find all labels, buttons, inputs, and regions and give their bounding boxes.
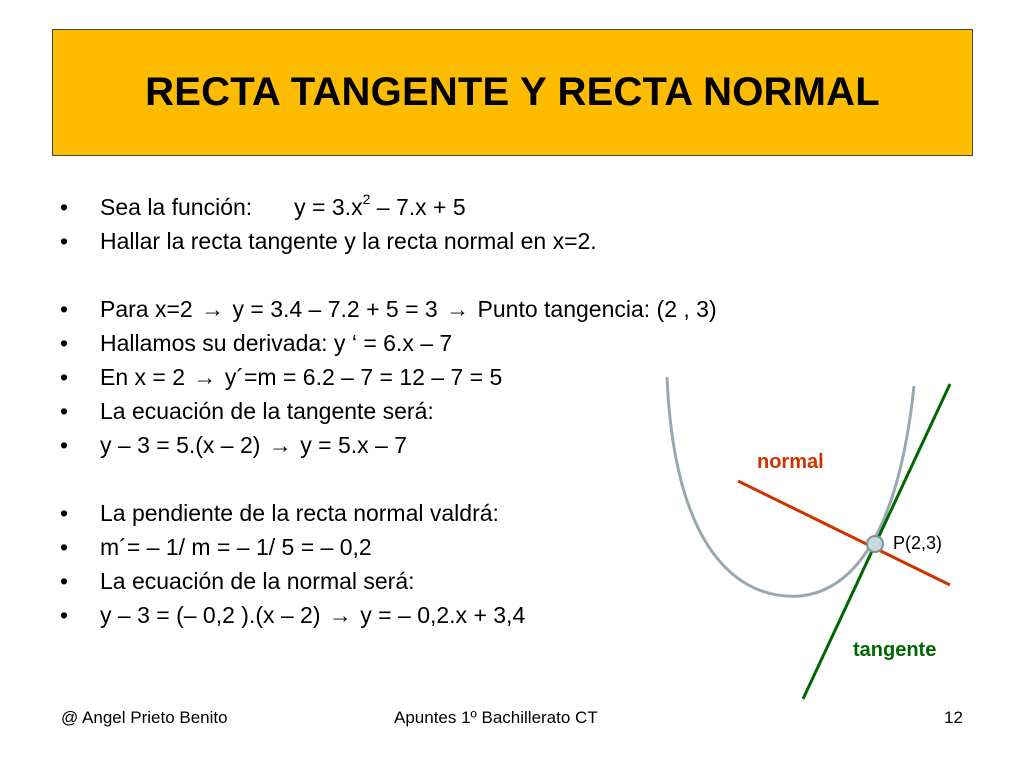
- footer-course: Apuntes 1º Bachillerato CT: [394, 708, 598, 727]
- equation-part: y = 3.x: [294, 194, 363, 220]
- point-label: P(2,3): [893, 533, 943, 553]
- list-item-text: m´= – 1/ m = – 1/ 5 = – 0,2: [100, 534, 372, 560]
- footer-page-number: 12: [944, 708, 963, 727]
- bullet-marker: •: [60, 602, 69, 628]
- list-item-text: y = 5.x – 7: [300, 432, 407, 458]
- tangency-point: [867, 536, 883, 552]
- list-item-text: En x = 2: [100, 364, 186, 390]
- function-equation: [294, 191, 466, 220]
- list-item: [60, 224, 880, 258]
- bullet-marker: •: [60, 500, 69, 526]
- function-label: Sea la función:: [100, 194, 253, 220]
- arrow-icon: →: [328, 602, 352, 628]
- list-item-text: y´=m = 6.2 – 7 = 12 – 7 = 5: [224, 364, 503, 390]
- normal-label: normal: [757, 451, 824, 473]
- list-item-text: Hallar la recta tangente y la recta normal en x=2.: [100, 228, 597, 254]
- exponent: 2: [362, 191, 371, 208]
- list-item-text: y = – 0,2.x + 3,4: [360, 602, 526, 628]
- list-item-text: Punto tangencia: (2 , 3): [477, 296, 717, 322]
- list-item: [60, 190, 880, 224]
- slide-title: RECTA TANGENTE Y RECTA NORMAL: [145, 70, 880, 114]
- bullet-marker: •: [60, 296, 69, 322]
- arrow-icon: →: [201, 296, 225, 322]
- bullet-marker: •: [60, 568, 69, 594]
- bullet-marker: •: [60, 228, 69, 254]
- arrow-icon: →: [446, 296, 470, 322]
- bullet-marker: •: [60, 534, 69, 560]
- arrow-icon: →: [193, 364, 217, 390]
- list-item-text: La ecuación de la tangente será:: [100, 398, 434, 424]
- bullet-marker: •: [60, 364, 69, 390]
- list-item-text: Hallamos su derivada: y ‘ = 6.x – 7: [100, 330, 453, 356]
- list-item-text: y – 3 = (– 0,2 ).(x – 2): [100, 602, 321, 628]
- bullet-marker: •: [60, 398, 69, 424]
- list-item-text: Para x=2: [100, 296, 193, 322]
- equation-part: – 7.x + 5: [370, 194, 466, 220]
- bullet-marker: •: [60, 330, 69, 356]
- list-item-text: y – 3 = 5.(x – 2): [100, 432, 261, 458]
- bullet-marker: •: [60, 432, 69, 458]
- list-item-text: La ecuación de la normal será:: [100, 568, 415, 594]
- list-spacer: [60, 258, 880, 292]
- list-item-text: y = 3.4 – 7.2 + 5 = 3: [232, 296, 438, 322]
- list-item: [60, 326, 880, 360]
- tangent-normal-graph: [640, 365, 970, 705]
- title-banner: [52, 29, 973, 156]
- tangent-label: tangente: [853, 639, 937, 661]
- list-item-text: La pendiente de la recta normal valdrá:: [100, 500, 499, 526]
- parabola-curve: [667, 377, 914, 596]
- footer-author: @ Angel Prieto Benito: [61, 708, 228, 727]
- arrow-icon: →: [268, 432, 292, 458]
- list-item: [60, 292, 880, 326]
- bullet-marker: •: [60, 194, 69, 220]
